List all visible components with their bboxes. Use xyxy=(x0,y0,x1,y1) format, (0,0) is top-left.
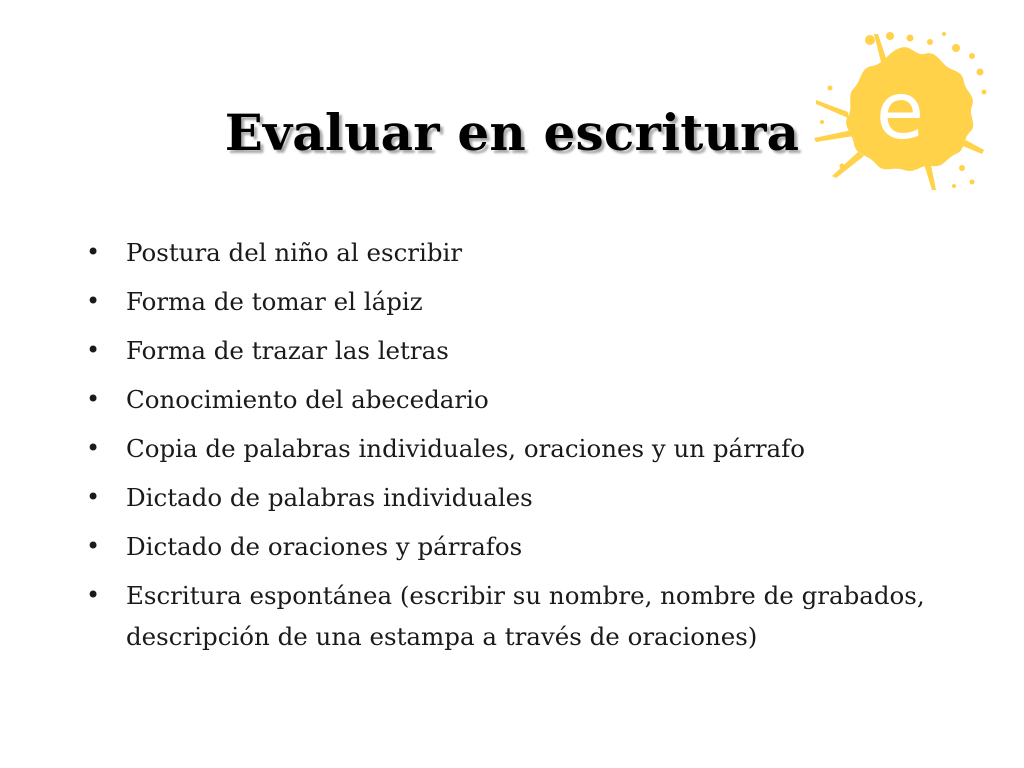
list-item xyxy=(84,228,984,277)
bullet-text: Copia de palabras individuales, oraciones y un párrafo xyxy=(126,434,805,463)
list-item xyxy=(84,326,984,375)
bullet-icon: • xyxy=(86,434,101,462)
bullet-icon: • xyxy=(86,483,101,511)
slide-title: Evaluar en escritura xyxy=(224,103,800,162)
bullet-icon: • xyxy=(86,238,101,266)
list-item xyxy=(84,375,984,424)
list-item xyxy=(84,473,984,522)
bullet-text: Postura del niño al escribir xyxy=(126,238,463,267)
list-item xyxy=(84,424,984,473)
bullet-text: Forma de trazar las letras xyxy=(126,336,449,365)
bullet-icon: • xyxy=(86,581,101,609)
bullet-list xyxy=(84,228,984,657)
bullet-icon: • xyxy=(86,287,101,315)
bullet-icon: • xyxy=(86,336,101,364)
list-item xyxy=(84,571,984,657)
svg-text:e: e xyxy=(876,67,924,157)
list-item xyxy=(84,522,984,571)
bullet-icon: • xyxy=(86,385,101,413)
list-item xyxy=(84,277,984,326)
bullet-text: Conocimiento del abecedario xyxy=(126,385,489,414)
bullet-text: Escritura espontánea (escribir su nombre, nombre de grabados, descripción de una estampa a través de oraciones) xyxy=(126,581,925,651)
bullet-text: Dictado de palabras individuales xyxy=(126,483,533,512)
bullet-icon: • xyxy=(86,532,101,560)
bullet-text: Forma de tomar el lápiz xyxy=(126,287,423,316)
bullet-text: Dictado de oraciones y párrafos xyxy=(126,532,523,561)
